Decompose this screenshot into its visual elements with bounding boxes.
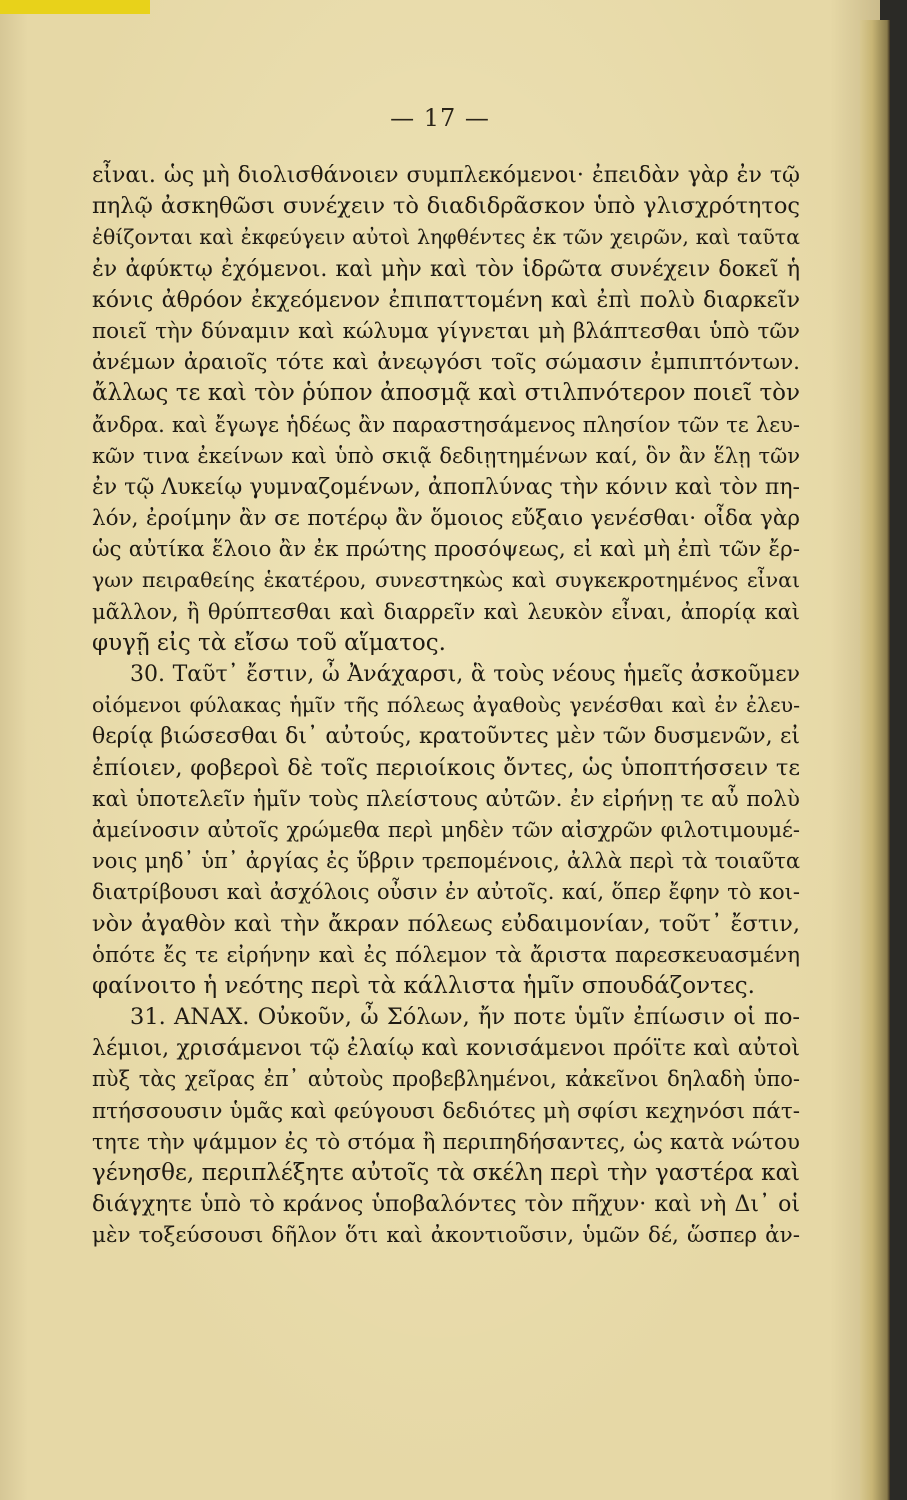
text-line: φυγῇ εἰς τὰ εἴσω τοῦ αἵματος. <box>92 629 446 656</box>
text-line: ὁπότε ἔς τε εἰρήνην καὶ ἐς πόλεμον τὰ ἄριστα παρεσκευασμένη <box>92 942 800 968</box>
text-line: κόνις ἀθρόον ἐκχεόμενον ἐπιπαττομένη καὶ ἐπὶ πολὺ διαρκεῖν <box>92 287 800 313</box>
text-line: ἄλλως τε καὶ τὸν ῥύπον ἀποσμᾷ καὶ στιλπνότερον ποιεῖ τὸν <box>92 380 800 407</box>
text-line: καὶ ὑποτελεῖν ἡμῖν τοὺς πλείστους αὐτῶν. ἐν εἰρήνῃ τε αὖ πολὺ <box>92 786 800 812</box>
text-line: μὲν τοξεύσουσι δῆλον ὅτι καὶ ἀκοντιοῦσιν, ὑμῶν δέ, ὥσπερ ἀν- <box>92 1223 800 1249</box>
text-line: πηλῷ ἀσκηθῶσι συνέχειν τὸ διαδιδρᾶσκον ὑπὸ γλισχρότητος <box>92 193 800 220</box>
text-line: γων πειραθείης ἑκατέρου, συνεστηκὼς καὶ συγκεκροτημένος εἶναι <box>92 568 800 593</box>
text-line: ἐθίζονται καὶ ἐκφεύγειν αὐτοὶ ληφθέντες ἐκ τῶν χειρῶν, καὶ ταῦτα <box>92 225 800 250</box>
page-number: — 17 — <box>390 104 490 132</box>
text-line: ἐν τῷ Λυκείῳ γυμναζομένων, ἀποπλύνας τὴν κόνιν καὶ τὸν πη- <box>92 474 800 500</box>
bookmark-tab <box>0 0 150 14</box>
text-line: κῶν τινα ἐκείνων καὶ ὑπὸ σκιᾷ δεδιῃτημένων καί, ὃν ἂν ἕλῃ τῶν <box>92 443 800 468</box>
text-line: ἀμείνοσιν αὐτοῖς χρώμεθα περὶ μηδὲν τῶν αἰσχρῶν φιλοτιμουμέ- <box>92 817 800 842</box>
text-line: 30. Ταῦτ᾽ ἔστιν, ὦ Ἀνάχαρσι, ἃ τοὺς νέους ἡμεῖς ἀσκοῦμεν <box>130 662 800 687</box>
text-line: λέμιοι, χρισάμενοι τῷ ἐλαίῳ καὶ κονισάμενοι πρόϊτε καὶ αὐτοὶ <box>92 1036 800 1062</box>
text-line: νοις μηδ᾽ ὑπ᾽ ἀργίας ἐς ὕβριν τρεπομένοις, ἀλλὰ περὶ τὰ τοιαῦτα <box>92 849 800 874</box>
text-line: πὺξ τὰς χεῖρας ἐπ᾽ αὐτοὺς προβεβλημένοι, κἀκεῖνοι δηλαδὴ ὑπο- <box>92 1067 800 1092</box>
text-line: 31. ΑΝΑΧ. Οὐκοῦν, ὦ Σόλων, ἤν ποτε ὑμῖν ἐπίωσιν οἱ πο- <box>130 1004 800 1031</box>
text-line: οἰόμενοι φύλακας ἡμῖν τῆς πόλεως ἀγαθοὺς γενέσθαι καὶ ἐν ἐλευ- <box>92 693 800 718</box>
text-line: θερίᾳ βιώσεσθαι δι᾽ αὐτούς, κρατοῦντες μὲν τῶν δυσμενῶν, εἰ <box>92 724 800 750</box>
text-line: εἶναι. ὡς μὴ διολισθάνοιεν συμπλεκόμενοι· ἐπειδὰν γὰρ ἐν τῷ <box>92 163 800 188</box>
text-line: μᾶλλον, ἢ θρύπτεσθαι καὶ διαρρεῖν καὶ λευκὸν εἶναι, ἀπορίᾳ καὶ <box>92 599 800 624</box>
text-line: γένησθε, περιπλέξητε αὐτοῖς τὰ σκέλη περὶ τὴν γαστέρα καὶ <box>92 1160 800 1186</box>
text-line: λόν, ἐροίμην ἂν σε ποτέρῳ ἂν ὅμοιος εὔξαιο γενέσθαι· οἶδα γὰρ <box>92 506 800 532</box>
text-line: φαίνοιτο ἡ νεότης περὶ τὰ κάλλιστα ἡμῖν σπουδάζοντες. <box>92 972 755 999</box>
text-line: ἄνδρα. καὶ ἔγωγε ἡδέως ἂν παραστησάμενος πλησίον τῶν τε λευ- <box>92 412 800 437</box>
text-line: ἐν ἀφύκτῳ ἐχόμενοι. καὶ μὴν καὶ τὸν ἱδρῶτα συνέχειν δοκεῖ ἡ <box>92 256 800 282</box>
text-line: ἐπίοιεν, φοβεροὶ δὲ τοῖς περιοίκοις ὄντες, ὡς ὑποπτήσσειν τε <box>92 754 800 781</box>
text-line: διατρίβουσι καὶ ἀσχόλοις οὖσιν ἐν αὐτοῖς. καί, ὅπερ ἔφην τὸ κοι- <box>92 880 800 905</box>
text-line: ἀνέμων ἀραιοῖς τότε καὶ ἀνεῳγόσι τοῖς σώμασιν ἐμπιπτόντων. <box>92 350 800 376</box>
text-line: διάγχητε ὑπὸ τὸ κράνος ὑποβαλόντες τὸν πῆχυν· καὶ νὴ Δι᾽ οἱ <box>92 1192 800 1218</box>
page-edge <box>860 20 890 1500</box>
text-line: τητε τὴν ψάμμον ἐς τὸ στόμα ἢ περιπηδήσαντες, ὡς κατὰ νώτου <box>92 1129 800 1155</box>
text-line: πτήσσουσιν ὑμᾶς καὶ φεύγουσι δεδιότες μὴ σφίσι κεχηνόσι πάτ- <box>92 1098 800 1124</box>
text-line: ὡς αὐτίκα ἕλοιο ἂν ἐκ πρώτης προσόψεως, εἰ καὶ μὴ ἐπὶ τῶν ἔρ- <box>92 537 800 563</box>
text-line: νὸν ἀγαθὸν καὶ τὴν ἄκραν πόλεως εὐδαιμονίαν, τοῦτ᾽ ἔστιν, <box>92 910 800 937</box>
body-text <box>92 160 800 1252</box>
text-line: ποιεῖ τὴν δύναμιν καὶ κώλυμα γίγνεται μὴ βλάπτεσθαι ὑπὸ τῶν <box>92 318 800 344</box>
